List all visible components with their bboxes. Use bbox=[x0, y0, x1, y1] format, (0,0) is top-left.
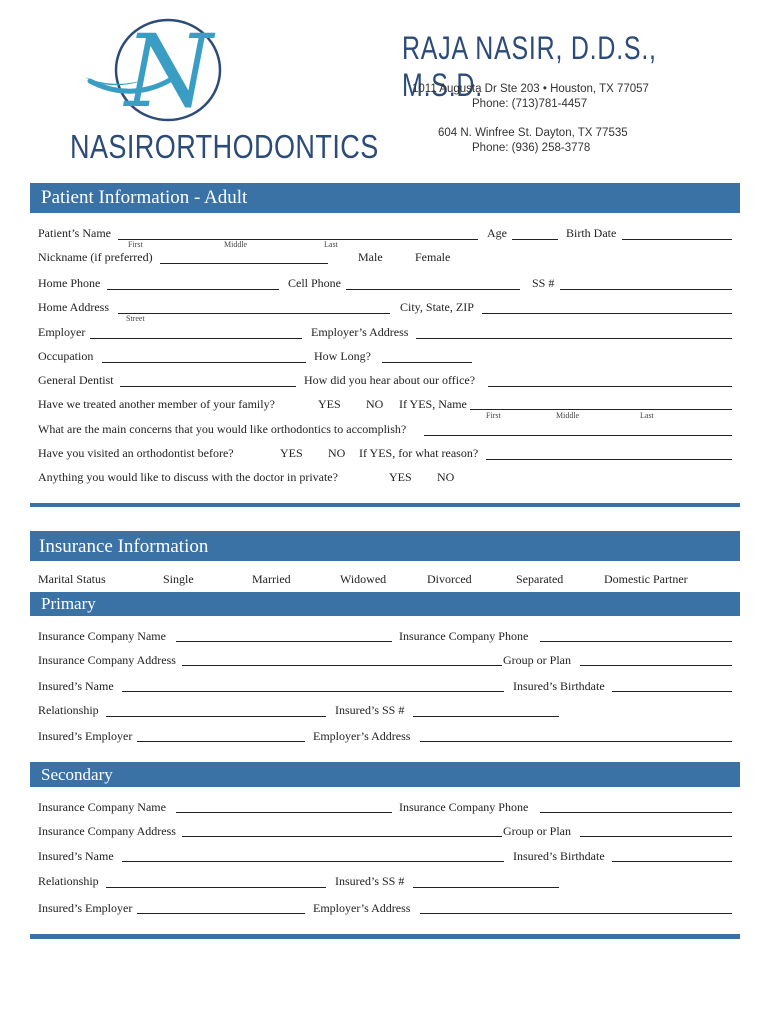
brand-name bbox=[70, 128, 379, 166]
primary-company-name-field[interactable] bbox=[176, 641, 392, 642]
secondary-group-plan-field[interactable] bbox=[580, 836, 732, 837]
city-state-zip-field[interactable] bbox=[482, 313, 732, 314]
main-concerns-label: What are the main concerns that you would like orthodontics to accomplish? bbox=[38, 422, 407, 436]
primary-company-address-field[interactable] bbox=[182, 665, 502, 666]
marital-married-option[interactable]: Married bbox=[252, 572, 291, 586]
primary-company-phone-label: Insurance Company Phone bbox=[399, 629, 529, 643]
employer-field[interactable] bbox=[90, 338, 302, 339]
bottom-divider bbox=[30, 934, 740, 939]
occupation-label: Occupation bbox=[38, 349, 94, 363]
primary-insured-birthdate-label: Insured’s Birthdate bbox=[513, 679, 605, 693]
middle-sublabel: Middle bbox=[224, 240, 248, 249]
street-sublabel: Street bbox=[126, 314, 145, 323]
visit-reason-field[interactable] bbox=[486, 459, 732, 460]
nickname-field[interactable] bbox=[160, 263, 328, 264]
how-long-field[interactable] bbox=[382, 362, 472, 363]
secondary-company-address-label: Insurance Company Address bbox=[38, 824, 176, 838]
city-state-zip-label: City, State, ZIP bbox=[400, 300, 474, 314]
secondary-company-phone-field[interactable] bbox=[540, 812, 732, 813]
primary-insured-name-label: Insured’s Name bbox=[38, 679, 114, 693]
primary-relationship-label: Relationship bbox=[38, 703, 99, 717]
nickname-label: Nickname (if preferred) bbox=[38, 250, 153, 264]
female-option[interactable]: Female bbox=[415, 250, 451, 264]
home-phone-field[interactable] bbox=[107, 289, 279, 290]
secondary-relationship-label: Relationship bbox=[38, 874, 99, 888]
primary-insured-ss-field[interactable] bbox=[413, 716, 559, 717]
secondary-company-name-label: Insurance Company Name bbox=[38, 800, 166, 814]
secondary-company-address-field[interactable] bbox=[182, 836, 502, 837]
cell-phone-field[interactable] bbox=[346, 289, 520, 290]
primary-insured-employer-field[interactable] bbox=[137, 741, 305, 742]
primary-company-name-label: Insurance Company Name bbox=[38, 629, 166, 643]
primary-insured-name-field[interactable] bbox=[122, 691, 504, 692]
primary-insured-ss-label: Insured’s SS # bbox=[335, 703, 405, 717]
secondary-employer-address-field[interactable] bbox=[420, 913, 732, 914]
secondary-section-title: Secondary bbox=[41, 765, 113, 784]
general-dentist-label: General Dentist bbox=[38, 373, 114, 387]
main-concerns-field[interactable] bbox=[424, 435, 732, 436]
marital-separated-option[interactable]: Separated bbox=[516, 572, 564, 586]
general-dentist-field[interactable] bbox=[120, 386, 296, 387]
secondary-relationship-field[interactable] bbox=[106, 887, 326, 888]
secondary-insured-ss-label: Insured’s SS # bbox=[335, 874, 405, 888]
marital-single-option[interactable]: Single bbox=[163, 572, 194, 586]
home-address-field[interactable] bbox=[118, 313, 390, 314]
primary-company-phone-field[interactable] bbox=[540, 641, 732, 642]
primary-group-plan-label: Group or Plan bbox=[503, 653, 571, 667]
last-sublabel-2: Last bbox=[640, 411, 654, 420]
age-field[interactable] bbox=[512, 239, 558, 240]
marital-divorced-option[interactable]: Divorced bbox=[427, 572, 472, 586]
last-sublabel: Last bbox=[324, 240, 338, 249]
primary-section-title: Primary bbox=[41, 594, 96, 613]
patients-name-label: Patient’s Name bbox=[38, 226, 111, 240]
home-phone-label: Home Phone bbox=[38, 276, 101, 290]
primary-employer-address-field[interactable] bbox=[420, 741, 732, 742]
private-no-option[interactable]: NO bbox=[437, 470, 455, 484]
if-yes-reason-label: If YES, for what reason? bbox=[359, 446, 479, 460]
section-divider bbox=[30, 503, 740, 507]
primary-section-header bbox=[30, 592, 740, 616]
visited-no-option[interactable]: NO bbox=[328, 446, 346, 460]
marital-domestic-partner-option[interactable]: Domestic Partner bbox=[604, 572, 688, 586]
primary-insured-employer-label: Insured’s Employer bbox=[38, 729, 133, 743]
primary-company-address-label: Insurance Company Address bbox=[38, 653, 176, 667]
insurance-section-title: Insurance Information bbox=[39, 536, 209, 557]
office1-address: 1011 Augusta Dr Ste 203 • Houston, TX 77057 bbox=[412, 83, 649, 95]
cell-phone-label: Cell Phone bbox=[288, 276, 341, 290]
primary-insured-birthdate-field[interactable] bbox=[612, 691, 732, 692]
birth-date-label: Birth Date bbox=[566, 226, 617, 240]
employer-address-field[interactable] bbox=[416, 338, 732, 339]
home-address-label: Home Address bbox=[38, 300, 109, 314]
how-long-label: How Long? bbox=[314, 349, 371, 363]
doctor-name: RAJA NASIR, D.D.S., M.S.D. bbox=[402, 30, 657, 103]
occupation-field[interactable] bbox=[102, 362, 306, 363]
secondary-insured-ss-field[interactable] bbox=[413, 887, 559, 888]
patient-section-title: Patient Information - Adult bbox=[41, 187, 248, 208]
secondary-group-plan-label: Group or Plan bbox=[503, 824, 571, 838]
primary-group-plan-field[interactable] bbox=[580, 665, 732, 666]
employer-label: Employer bbox=[38, 325, 86, 339]
secondary-insured-name-field[interactable] bbox=[122, 861, 504, 862]
insurance-section-header bbox=[30, 531, 740, 561]
ss-label: SS # bbox=[532, 276, 555, 290]
male-option[interactable]: Male bbox=[358, 250, 383, 264]
primary-employer-address-label: Employer’s Address bbox=[313, 729, 411, 743]
how-hear-label: How did you hear about our office? bbox=[304, 373, 476, 387]
secondary-company-phone-label: Insurance Company Phone bbox=[399, 800, 529, 814]
discuss-private-label: Anything you would like to discuss with the doctor in private? bbox=[38, 470, 338, 484]
marital-widowed-option[interactable]: Widowed bbox=[340, 572, 387, 586]
patient-section-header bbox=[30, 183, 740, 213]
secondary-insured-birthdate-label: Insured’s Birthdate bbox=[513, 849, 605, 863]
if-yes-name-label: If YES, Name bbox=[399, 397, 467, 411]
secondary-company-name-field[interactable] bbox=[176, 812, 392, 813]
brand-name-part1: NASIR bbox=[70, 128, 155, 165]
visited-ortho-label: Have you visited an orthodontist before? bbox=[38, 446, 234, 460]
middle-sublabel-2: Middle bbox=[556, 411, 580, 420]
family-member-name-field[interactable] bbox=[470, 409, 732, 410]
first-sublabel: First bbox=[128, 240, 143, 249]
birth-date-field[interactable] bbox=[622, 239, 732, 240]
office1-phone: Phone: (713)781-4457 bbox=[472, 98, 588, 110]
visited-yes-option[interactable]: YES bbox=[280, 446, 303, 460]
secondary-section-header bbox=[30, 762, 740, 787]
secondary-insured-birthdate-field[interactable] bbox=[612, 861, 732, 862]
office2-phone: Phone: (936) 258-3778 bbox=[472, 142, 591, 154]
secondary-employer-address-label: Employer’s Address bbox=[313, 901, 411, 915]
secondary-insured-employer-label: Insured’s Employer bbox=[38, 901, 133, 915]
treated-no-option[interactable]: NO bbox=[366, 397, 384, 411]
patients-name-field[interactable] bbox=[118, 239, 478, 240]
treated-member-label: Have we treated another member of your family? bbox=[38, 397, 275, 411]
secondary-insured-employer-field[interactable] bbox=[137, 913, 305, 914]
brand-name-part2: ORTHODONTICS bbox=[154, 128, 379, 165]
first-sublabel-2: First bbox=[486, 411, 501, 420]
treated-yes-option[interactable]: YES bbox=[318, 397, 341, 411]
logo-letter: N bbox=[125, 13, 213, 130]
primary-relationship-field[interactable] bbox=[106, 716, 326, 717]
marital-status-label: Marital Status bbox=[38, 572, 106, 586]
age-label: Age bbox=[487, 226, 507, 240]
secondary-insured-name-label: Insured’s Name bbox=[38, 849, 114, 863]
ss-field[interactable] bbox=[560, 289, 732, 290]
how-hear-field[interactable] bbox=[488, 386, 732, 387]
employer-address-label: Employer’s Address bbox=[311, 325, 409, 339]
private-yes-option[interactable]: YES bbox=[389, 470, 412, 484]
office2-address: 604 N. Winfree St. Dayton, TX 77535 bbox=[438, 127, 628, 139]
